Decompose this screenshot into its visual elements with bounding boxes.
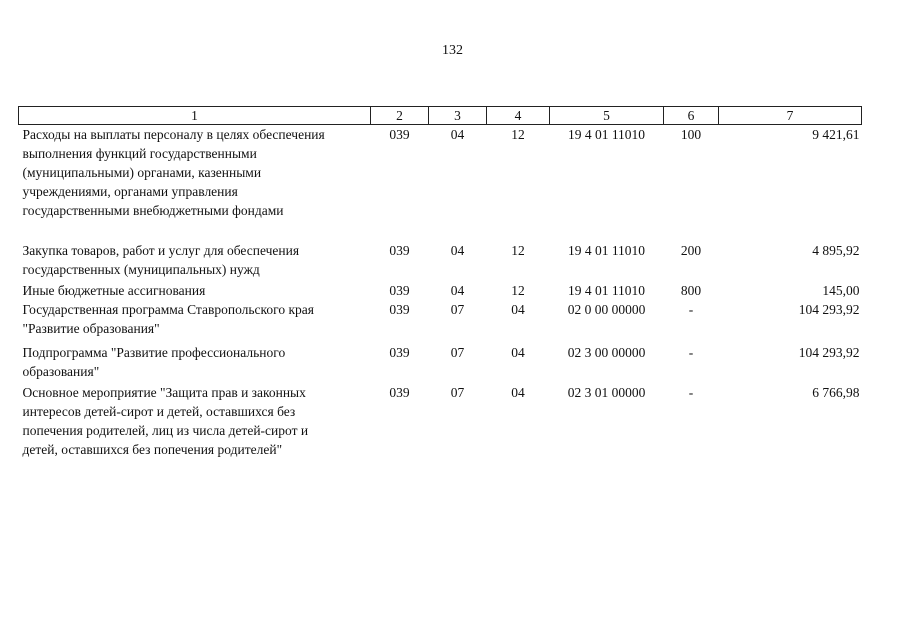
row-name-line: Расходы на выплаты персоналу в целях обеспечения [22,127,325,142]
row-name-line: Государственная программа Ставропольского края [22,301,314,317]
column-header-6: 6 [664,107,719,125]
row-name-line: попечения родителей, лиц из числа детей-сирот и [22,422,309,438]
subsection-code: 12 [511,282,525,298]
row-name-line: государственных (муниципальных) нужд [22,261,260,277]
row-name-cell [19,281,371,300]
subsection-code: 04 [511,301,525,317]
column-header-1: 1 [19,107,371,125]
amount: 104 293,92 [798,301,860,317]
expense-type-code: 200 [680,242,702,258]
table-row [19,300,862,343]
section-code: 04 [450,282,465,298]
row-name-line: государственными внебюджетными фондами [22,203,284,218]
target-article-code: 19 4 01 11010 [567,242,646,258]
ministry-code: 039 [389,344,410,360]
amount: 4 895,92 [812,242,860,258]
row-name-line: (муниципальными) органами, казенными [22,165,262,180]
section-code: 07 [450,384,465,400]
expense-type-code: - [688,301,694,317]
ministry-code: 039 [389,384,410,400]
row-name-line: образования" [22,363,100,379]
subsection-code: 12 [511,127,525,142]
row-name-cell [19,343,371,383]
ministry-code: 039 [389,301,410,317]
header-row [19,107,862,125]
row-name-line: Закупка товаров, работ и услуг для обеспечения [22,242,300,258]
table-row [19,343,862,383]
column-header-3: 3 [429,107,487,125]
section-code: 07 [450,301,465,317]
row-name-line: выполнения функций государственными [22,146,257,161]
column-header-5: 5 [550,107,664,125]
budget-table [18,106,862,463]
table-row [19,383,862,463]
subsection-code: 04 [511,344,525,360]
amount: 9 421,61 [812,127,860,142]
subsection-code: 12 [511,242,525,258]
row-name-line: интересов детей-сирот и детей, оставшихся без [22,403,296,419]
subsection-code: 04 [511,384,525,400]
row-name-line: Подпрограмма "Развитие профессионального [22,344,286,360]
expense-type-code: 100 [680,127,702,142]
section-code: 04 [450,242,465,258]
target-article-code: 19 4 01 11010 [567,127,646,142]
row-name-cell [19,383,371,463]
expense-type-code: 800 [680,282,702,298]
row-name-cell [19,300,371,343]
column-header-7: 7 [719,107,862,125]
table-row [19,125,862,241]
row-name-cell [19,125,371,241]
ministry-code: 039 [389,242,410,258]
expense-type-code: - [688,384,694,400]
target-article-code: 02 0 00 00000 [567,301,646,317]
row-name-cell [19,241,371,281]
target-article-code: 02 3 01 00000 [567,384,646,400]
section-code: 07 [450,344,465,360]
amount: 6 766,98 [812,384,860,400]
section-code: 04 [450,127,465,142]
row-name-line: учреждениями, органами управления [22,184,238,199]
ministry-code: 039 [389,127,410,142]
amount: 104 293,92 [798,344,860,360]
table-row [19,241,862,281]
expense-type-code: - [688,344,694,360]
amount: 145,00 [822,282,860,298]
ministry-code: 039 [389,282,410,298]
page-number: 132 [442,43,463,58]
column-header-2: 2 [371,107,429,125]
target-article-code: 02 3 00 00000 [567,344,646,360]
row-name-line: Иные бюджетные ассигнования [22,282,206,298]
row-name-line: Основное мероприятие "Защита прав и законных [22,384,306,400]
table-row [19,281,862,300]
row-name-line: "Развитие образования" [22,320,160,336]
column-header-4: 4 [487,107,550,125]
row-name-line: детей, оставшихся без попечения родителей" [22,441,283,457]
target-article-code: 19 4 01 11010 [567,282,646,298]
